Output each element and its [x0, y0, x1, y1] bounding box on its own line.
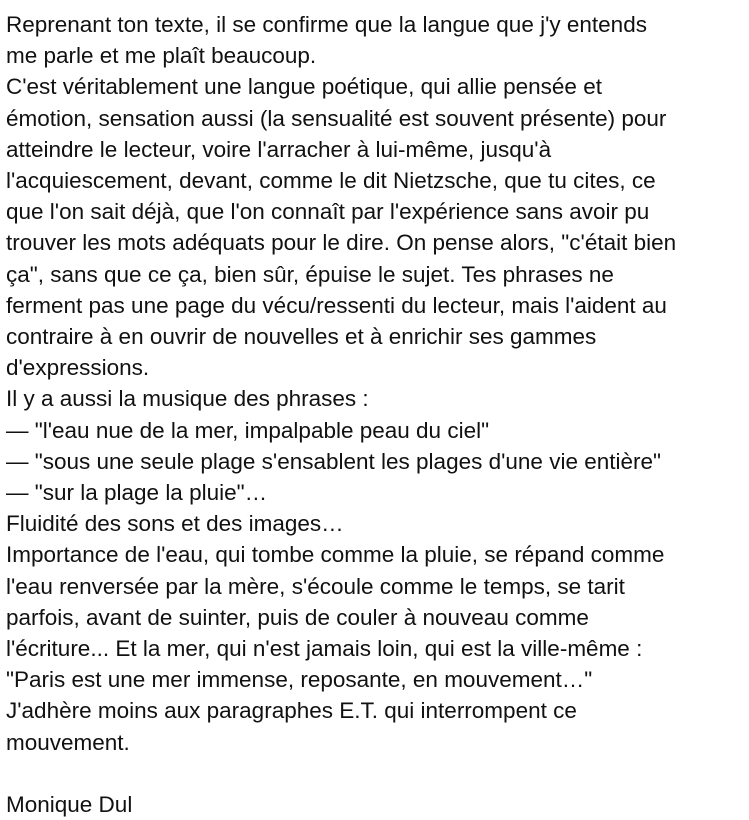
text-line: Importance de l'eau, qui tombe comme la pluie, se répand comme — [6, 542, 665, 568]
text-line: C'est véritablement une langue poétique, qui allie pensée et — [6, 74, 602, 100]
text-line: l'acquiescement, devant, comme le dit Nietzsche, que tu cites, ce — [6, 168, 656, 194]
text-line: trouver les mots adéquats pour le dire. On pense alors, "c'était bien — [6, 230, 677, 256]
text-line: J'adhère moins aux paragraphes E.T. qui interrompent ce — [6, 698, 577, 724]
quote-line: — "sous une seule plage s'ensablent les plages d'une vie entière" — [6, 448, 661, 474]
quote-line: — "sur la plage la pluie"… — [6, 480, 268, 506]
text-line: l'eau renversée par la mère, s'écoule comme le temps, se tarit — [6, 573, 625, 599]
text-line: me parle et me plaît beaucoup. — [6, 43, 317, 69]
signature: Monique Dul — [6, 792, 133, 818]
text-line: l'écriture... Et la mer, qui n'est jamais loin, qui est la ville-même : — [6, 636, 643, 662]
text-line: d'expressions. — [6, 355, 150, 381]
text-line: "Paris est une mer immense, reposante, en mouvement…" — [6, 667, 593, 693]
blank-line — [6, 758, 746, 789]
text-line: ferment pas une page du vécu/ressenti du lecteur, mais l'aident au — [6, 292, 667, 318]
text-line: ça", sans que ce ça, bien sûr, épuise le sujet. Tes phrases ne — [6, 261, 614, 287]
text-line: que l'on sait déjà, que l'on connaît par l'expérience sans avoir pu — [6, 199, 650, 225]
text-line: Il y a aussi la musique des phrases : — [6, 386, 369, 412]
text-line: parfois, avant de suinter, puis de couler à nouveau comme — [6, 604, 589, 630]
text-line: contraire à en ouvrir de nouvelles et à enrichir ses gammes — [6, 324, 597, 350]
text-line: atteindre le lecteur, voire l'arracher à lui-même, jusqu'à — [6, 136, 552, 162]
text-line: Fluidité des sons et des images… — [6, 511, 344, 537]
text-line: émotion, sensation aussi (la sensualité est souvent présente) pour — [6, 105, 667, 131]
document-body — [6, 9, 746, 820]
quote-line: — "l'eau nue de la mer, impalpable peau du ciel" — [6, 417, 490, 443]
text-line: Reprenant ton texte, il se confirme que la langue que j'y entends — [6, 12, 647, 37]
text-line: mouvement. — [6, 729, 130, 755]
